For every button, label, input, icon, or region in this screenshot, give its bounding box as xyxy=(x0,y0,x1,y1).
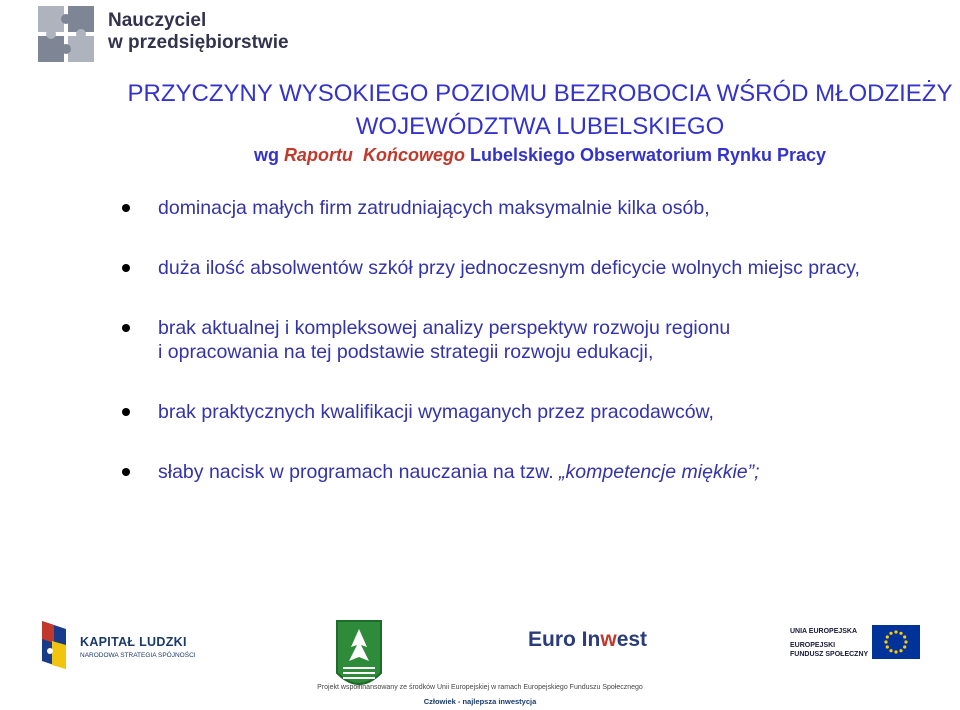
kapital-ludzki-subtitle: NARODOWA STRATEGIA SPÓJNOŚCI xyxy=(80,652,196,659)
list-item xyxy=(120,256,940,280)
bullet-dot-icon xyxy=(122,204,130,212)
title-line3-suffix: Lubelskiego Obserwatorium Rynku Pracy xyxy=(464,145,827,165)
footer xyxy=(0,605,960,710)
bullet-list xyxy=(120,196,940,484)
puzzle-logo-icon xyxy=(36,4,100,66)
list-item xyxy=(120,196,940,220)
list-item-text: duża ilość absolwentów szkół przy jednoczesnym deficycie wolnych miejsc pracy, xyxy=(158,257,860,279)
list-item-text: dominacja małych firm zatrudniających maksymalnie kilka osób, xyxy=(158,197,710,219)
kapital-ludzki-emblem-icon xyxy=(38,619,70,671)
list-item-italic: „kompetencje miękkie”; xyxy=(559,461,760,483)
title-line3 xyxy=(110,145,960,166)
project-note: Projekt współfinansowany ze środków Unii Europejskiej w ramach Europejskiego Funduszu Społecznego xyxy=(317,684,643,691)
bullet-dot-icon xyxy=(122,324,130,332)
logo-line1: Nauczyciel xyxy=(108,10,207,31)
euro-inwest-w: w xyxy=(600,628,617,651)
euro-inwest-a: Euro In xyxy=(528,628,601,651)
kapital-ludzki-logo xyxy=(38,619,208,673)
eu-line2: EUROPEJSKI xyxy=(790,642,836,649)
logo-line2: w przedsiębiorstwie xyxy=(108,32,289,53)
logo-wordmark xyxy=(108,10,289,54)
slogan: Człowiek - najlepsza inwestycja xyxy=(423,697,537,706)
eu-line3: FUNDUSZ SPOŁECZNY xyxy=(790,651,869,658)
bullet-dot-icon xyxy=(122,408,130,416)
list-item xyxy=(120,460,940,484)
title-emph-koncowego: Końcowego xyxy=(362,145,465,165)
bullet-dot-icon xyxy=(122,264,130,272)
euro-inwest-logo xyxy=(528,628,647,652)
list-item-text: brak praktycznych kwalifikacji wymaganych przez pracodawców, xyxy=(158,401,714,423)
title-emph-raportu: Raportu xyxy=(283,145,353,165)
title-line1: PRZYCZYNY WYSOKIEGO POZIOMU BEZROBOCIA WŚRÓD MŁODZIEŻY xyxy=(127,80,953,107)
title-line3-prefix: wg xyxy=(253,145,284,165)
eu-line1: UNIA EUROPEJSKA xyxy=(790,628,858,635)
euro-inwest-b: est xyxy=(616,628,648,651)
eu-flag-icon xyxy=(872,625,920,659)
eu-logo xyxy=(790,623,930,675)
kapital-ludzki-title: KAPITAŁ LUDZKI xyxy=(80,635,187,649)
list-item xyxy=(120,400,940,424)
bullet-dot-icon xyxy=(122,468,130,476)
list-item xyxy=(120,316,940,364)
list-item-text-line2: i opracowania na tej podstawie strategii rozwoju edukacji, xyxy=(158,341,654,363)
list-item-text: słaby nacisk w programach nauczania na tzw. xyxy=(158,461,560,483)
list-item-text-line1: brak aktualnej i kompleksowej analizy perspektyw rozwoju regionu xyxy=(158,317,731,339)
title-line2: WOJEWÓDZTWA LUBELSKIEGO xyxy=(355,113,725,140)
header-logo xyxy=(36,4,296,68)
